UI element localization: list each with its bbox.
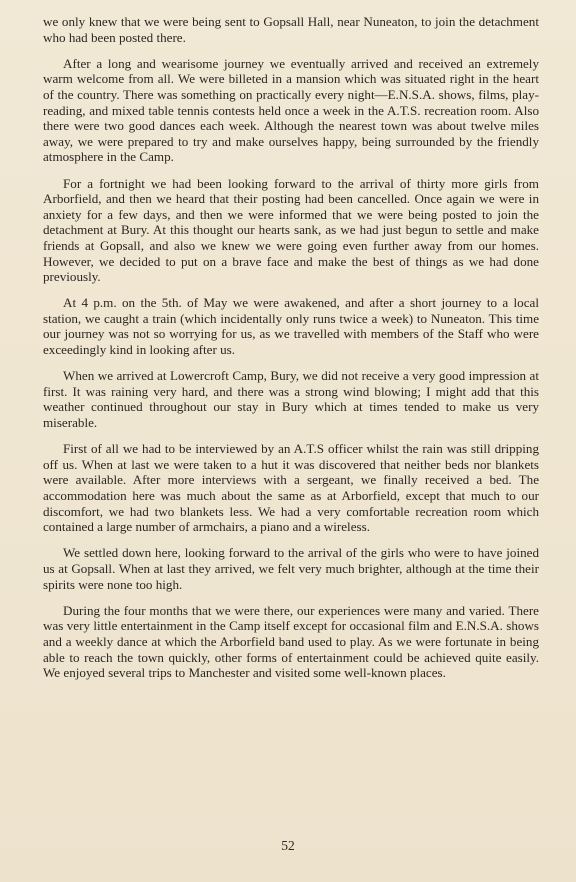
paragraph-7: We settled down here, looking forward to the arrival of the girls who were to have joined us at Gopsall. When at last they arrived, we felt very much brighter, although at the time their spirits were none too high. <box>43 545 539 592</box>
body-text <box>43 14 539 691</box>
paragraph-8: During the four months that we were there, our experiences were many and varied. There was very little entertainment in the Camp itself except for occasional film and E.N.S.A. shows and a weekly dance at which the Arborfield band used to play. As we were fortunate in being able to reach the town quickly, other forms of entertainment could be achieved quite easily. We enjoyed several trips to Manchester and visited some well-known places. <box>43 602 539 681</box>
page-number: 52 <box>281 838 295 853</box>
paragraph-3: For a fortnight we had been looking forward to the arrival of thirty more girls from Arborfield, and then we heard that their posting had been cancelled. Once again we were in anxiety for a few days, and then we were informed that we were being posted to join the detachment at Bury. At this thought our hearts sank, as we had just begun to settle and make friends at Gopsall, and also we knew we were going even further away from our homes. However, we decided to put on a brave face and make the best of things as we had done previously. <box>43 175 539 285</box>
paragraph-1: we only knew that we were being sent to Gopsall Hall, near Nuneaton, to join the detachment who had been posted there. <box>43 14 539 45</box>
paragraph-4: At 4 p.m. on the 5th. of May we were awakened, and after a short journey to a local station, we caught a train (which incidentally only runs twice a week) to Nuneaton. This time our journey was not so worrying for us, as we travelled with members of the Staff who were exceedingly kind in looking after us. <box>43 295 539 358</box>
paragraph-5: When we arrived at Lowercroft Camp, Bury, we did not receive a very good impression at first. It was raining very hard, and there was a strong wind blowing; I might add that this weather continued throughout our stay in Bury which at times tended to make us very miserable. <box>43 368 539 431</box>
paragraph-2: After a long and wearisome journey we eventually arrived and received an extremely warm welcome from all. We were billeted in a mansion which was situated right in the heart of the country. There was something on practically every night—E.N.S.A. shows, films, play-reading, and mixed table tennis contests held once a week in the A.T.S. recreation room. Also there were two good dances each week. Although the nearest town was about twelve miles away, we were prepared to try and make ourselves happy, being surrounded by the friendly atmosphere in the Camp. <box>43 55 539 165</box>
paragraph-6: First of all we had to be interviewed by an A.T.S officer whilst the rain was still dripping off us. When at last we were taken to a hut it was discovered that neither beds nor blankets were available. After more interviews with a sergeant, we finally received a bed. The accommodation here was much about the same as at Arborfield, except that much to our discomfort, we had two blankets less. We had a very comfortable recreation room which contained a large number of armchairs, a piano and a wireless. <box>43 441 539 535</box>
